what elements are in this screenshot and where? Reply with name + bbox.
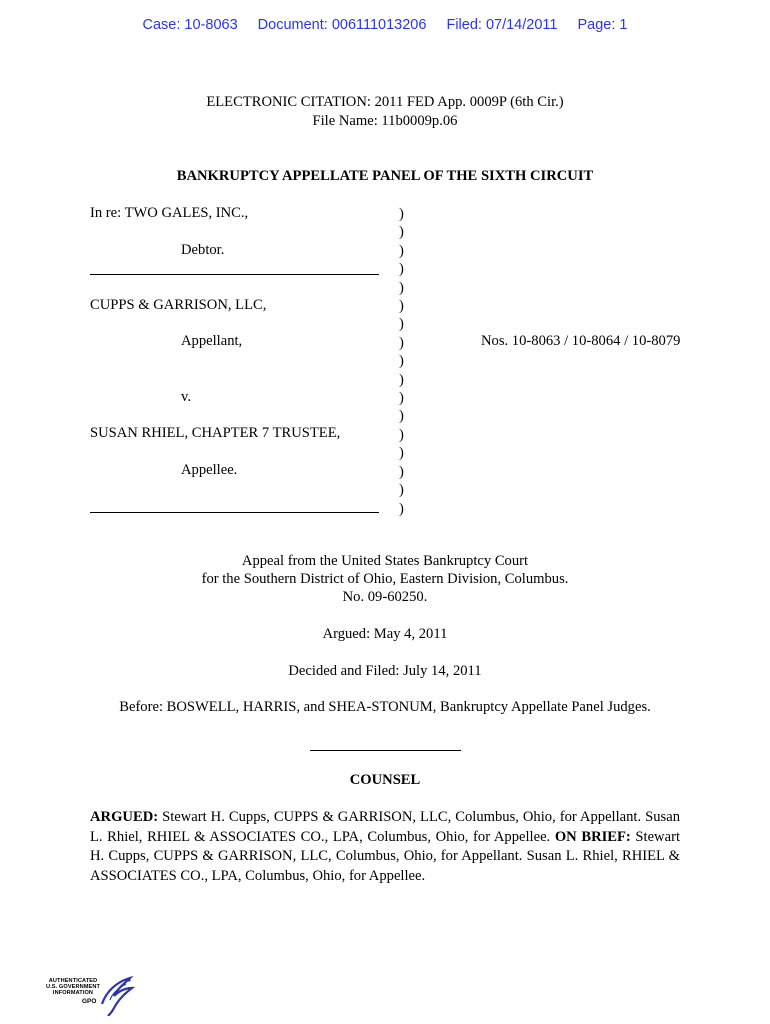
- eagle-icon: [96, 974, 136, 1016]
- gpo-authentication-logo: [44, 974, 134, 1016]
- appellant-name: CUPPS & GARRISON, LLC,: [90, 297, 267, 313]
- versus-label: v.: [181, 389, 191, 405]
- file-name: File Name: 11b0009p.06: [312, 113, 458, 129]
- page-number-header: Page: 1: [577, 17, 628, 33]
- argued-date: Argued: May 4, 2011: [322, 626, 448, 642]
- ecf-header: [0, 17, 770, 33]
- panel-judges: Before: BOSWELL, HARRIS, and SHEA-STONUM, Bankruptcy Appellate Panel Judges.: [119, 699, 651, 715]
- debtor-label: Debtor.: [181, 242, 225, 258]
- electronic-citation: ELECTRONIC CITATION: 2011 FED App. 0009P (6th Cir.): [206, 94, 564, 110]
- on-brief-label: ON BRIEF:: [554, 828, 631, 845]
- argued-label: ARGUED:: [90, 809, 159, 825]
- caption-divider-2: [90, 512, 379, 513]
- appellant-role: Appellant,: [181, 333, 243, 349]
- brief-counsel-text: Stewart H. Cupps, CUPPS & GARRISON, LLC, Columbus, Ohio, for Appellant. Susan L. Rhiel, RHIEL & ASSOCIATES CO., LPA, Columbus, Ohio, for Appellee.: [90, 828, 680, 884]
- court-title: BANKRUPTCY APPELLATE PANEL OF THE SIXTH CIRCUIT: [176, 168, 594, 184]
- appeal-line-1: Appeal from the United States Bankruptcy Court: [241, 553, 529, 569]
- case-numbers: Nos. 10-8063 / 10-8064 / 10-8079: [481, 333, 681, 349]
- filed-date-header: Filed: 07/14/2011: [446, 17, 558, 33]
- decided-date: Decided and Filed: July 14, 2011: [288, 663, 482, 679]
- counsel-paragraph: [90, 808, 680, 886]
- caption-divider-1: [90, 274, 379, 275]
- section-divider: [310, 750, 461, 751]
- appeal-line-2: for the Southern District of Ohio, Eastern Division, Columbus.: [201, 571, 569, 587]
- case-number-header: Case: 10-8063: [142, 17, 238, 33]
- document-number-header: Document: 006111013206: [257, 17, 427, 33]
- gpo-mark-text: GPO: [82, 998, 97, 1005]
- in-re-line: In re: TWO GALES, INC.,: [90, 205, 249, 221]
- appellee-name: SUSAN RHIEL, CHAPTER 7 TRUSTEE,: [90, 425, 341, 441]
- appeal-line-3: No. 09-60250.: [342, 589, 428, 605]
- appellee-role: Appellee.: [181, 462, 238, 478]
- caption-parentheses: ) ) ) ) ) ) ) ) ) ) ) ) ) ) ) ) ): [399, 206, 404, 517]
- counsel-heading: COUNSEL: [349, 772, 421, 788]
- argued-counsel-text: Stewart H. Cupps, CUPPS & GARRISON, LLC, Columbus, Ohio, for Appellant. Susan L. Rhiel, RHIEL & ASSOCIATES CO., LPA, Columbus, Ohio, for Appellee.: [90, 809, 680, 845]
- authenticated-text: AUTHENTICATED U.S. GOVERNMENT INFORMATION: [45, 978, 101, 997]
